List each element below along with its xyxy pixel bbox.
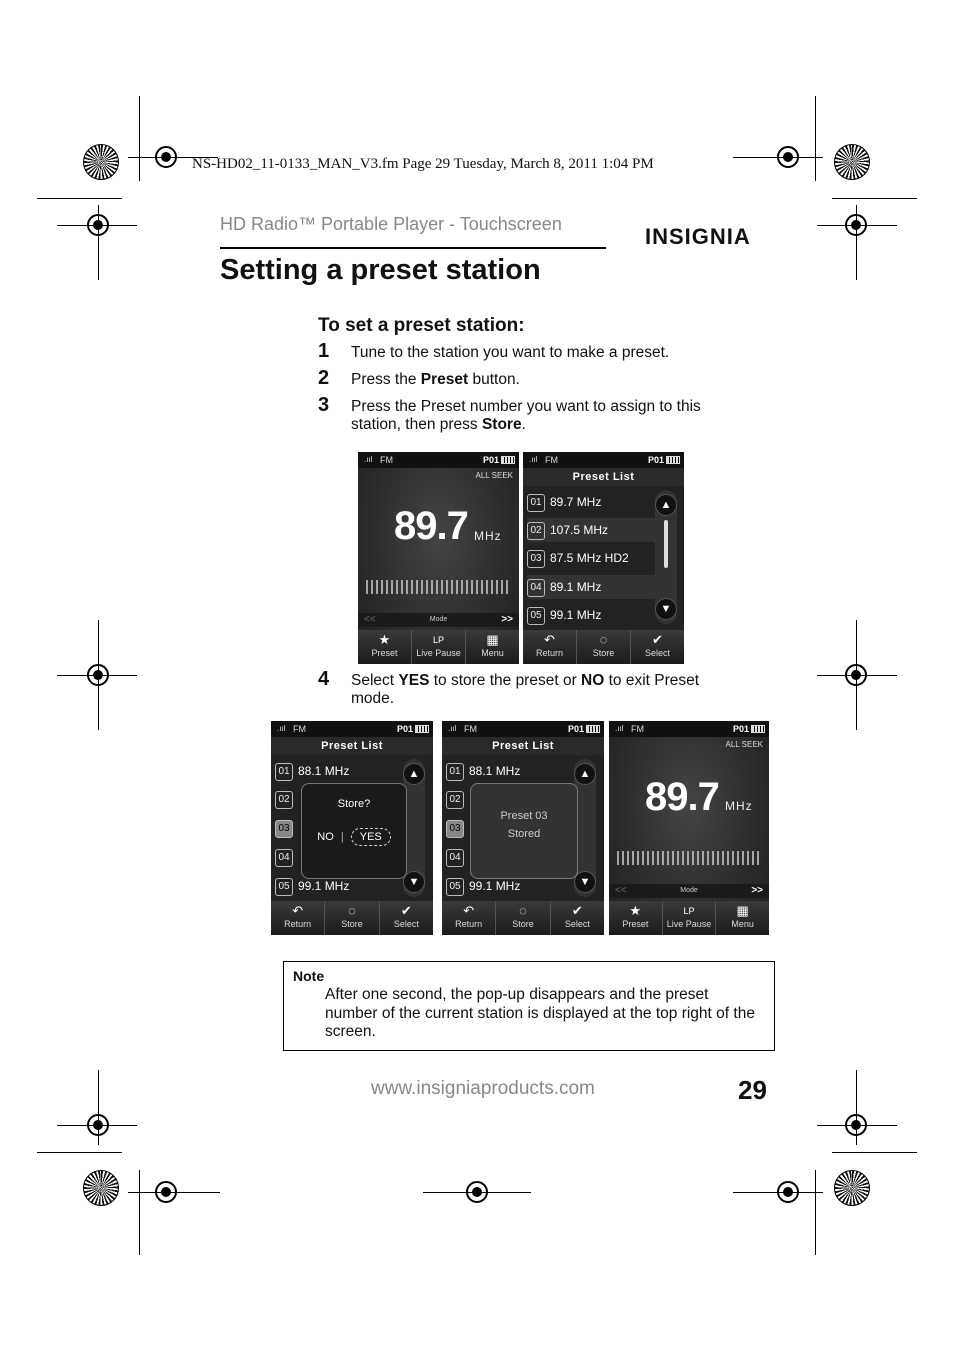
brand-logo: INSIGNIA [645, 224, 751, 249]
softkey-label: Select [564, 919, 590, 929]
status-bar [609, 721, 769, 737]
softkey-bar [358, 630, 519, 664]
preset-softkey[interactable] [358, 630, 411, 664]
preset-list-title: Preset List [442, 737, 604, 755]
step-text-part: to exit Preset mode. [351, 672, 700, 707]
softkey-label: Return [535, 648, 563, 658]
preset-row[interactable] [527, 490, 601, 514]
signal-icon: .ııl [364, 455, 373, 464]
store-icon: ◌ [348, 903, 356, 918]
procedure-heading: To set a preset station: [318, 315, 525, 336]
return-icon: ↶ [463, 903, 475, 918]
preset-number: 04 [275, 849, 293, 867]
page-title: Setting a preset station [220, 254, 541, 286]
signal-icon: .ııl [277, 724, 286, 733]
step-text [351, 371, 741, 389]
header-rule [220, 247, 606, 249]
preset-frequency: 89.1 MHz [550, 580, 602, 594]
step-text-part: Select [351, 672, 399, 689]
preset-frequency: 107.5 MHz [550, 523, 609, 537]
preset-indicator: P01 [647, 455, 664, 465]
yes-button[interactable]: YES [351, 828, 391, 846]
step-number: 2 [318, 367, 330, 389]
battery-icon [586, 725, 600, 733]
preset-row[interactable] [527, 518, 655, 542]
mode-label: Mode [429, 616, 448, 623]
band-label: FM [293, 724, 306, 734]
preset-indicator: P01 [732, 724, 749, 734]
preset-number: 04 [527, 579, 545, 597]
step-text-part: to store the preset or [429, 672, 582, 689]
step-text-part: button. [468, 371, 520, 388]
preset-row[interactable] [446, 845, 469, 869]
select-softkey[interactable] [379, 901, 433, 935]
preset-softkey[interactable] [609, 901, 662, 935]
step-keyword: Preset [420, 371, 469, 388]
preset-list-title: Preset List [523, 468, 684, 486]
stored-message-line: Preset 03 [500, 810, 548, 822]
signal-icon: .ııl [529, 455, 538, 464]
registration-mark-icon [155, 146, 177, 168]
return-softkey[interactable] [523, 630, 576, 664]
softkey-label: Store [592, 648, 615, 658]
store-softkey[interactable] [495, 901, 549, 935]
step-number: 4 [318, 668, 330, 690]
star-icon: ★ [378, 632, 391, 647]
no-button[interactable]: NO [317, 831, 334, 843]
note-text: After one second, the pop-up disappears and the preset number of the current station is displayed at the top right of the screen. [325, 986, 755, 1040]
step-number: 1 [318, 340, 330, 362]
step-text [351, 672, 741, 708]
preset-frequency: 87.5 MHz HD2 [550, 551, 629, 565]
star-target-icon [83, 1170, 119, 1206]
store-icon: ◌ [599, 632, 608, 647]
step-text-part: . [521, 416, 526, 433]
preset-number: 02 [446, 791, 464, 809]
select-softkey[interactable] [550, 901, 604, 935]
step-text-part: Tune to the station you want to make a preset. [351, 344, 670, 361]
star-target-icon [834, 1170, 870, 1206]
band-label: FM [464, 724, 477, 734]
softkey-label: Return [455, 919, 483, 929]
preset-frequency: 99.1 MHz [298, 879, 350, 893]
return-icon: ↶ [292, 903, 304, 918]
preset-number: 03 [446, 820, 464, 838]
chevron-left-icon[interactable]: << [364, 614, 376, 625]
registration-mark-icon [466, 1181, 488, 1203]
star-icon: ★ [629, 903, 642, 918]
battery-icon [415, 725, 429, 733]
scroll-down-icon[interactable]: ▼ [655, 598, 677, 620]
chevron-left-icon[interactable]: << [615, 885, 627, 896]
device-screen-store-prompt [271, 721, 433, 935]
status-bar [523, 452, 684, 468]
softkey-label: Preset [622, 919, 649, 929]
preset-frequency: 88.1 MHz [469, 764, 521, 778]
chevron-right-icon[interactable]: >> [751, 885, 763, 896]
preset-list-title: Preset List [271, 737, 433, 755]
band-label: FM [631, 724, 644, 734]
dialog-prompt: Store? [337, 798, 371, 810]
registration-mark-icon [87, 664, 109, 686]
step-keyword: Store [481, 416, 522, 433]
seek-mode-label: ALL SEEK [725, 740, 763, 749]
step-keyword: YES [398, 672, 430, 689]
preset-frequency: 99.1 MHz [469, 879, 521, 893]
store-softkey[interactable] [324, 901, 378, 935]
store-icon: ◌ [519, 903, 527, 918]
checkmark-icon: ✔ [400, 903, 412, 918]
live-pause-icon: LP [432, 635, 444, 645]
frequency-display: 89.7 [394, 504, 468, 548]
store-softkey[interactable] [576, 630, 630, 664]
scroll-down-icon[interactable]: ▼ [403, 871, 425, 893]
tuning-scale [366, 580, 511, 594]
softkey-label: Select [644, 648, 670, 658]
select-softkey[interactable] [630, 630, 684, 664]
step-number: 3 [318, 394, 330, 416]
preset-row[interactable] [527, 575, 655, 599]
battery-icon [751, 725, 765, 733]
preset-row[interactable] [275, 845, 298, 869]
band-label: FM [545, 455, 558, 465]
band-label: FM [380, 455, 393, 465]
preset-number: 03 [275, 820, 293, 838]
softkey-label: Store [341, 919, 363, 929]
preset-number: 01 [527, 494, 545, 512]
softkey-bar [523, 630, 684, 664]
scroll-up-icon[interactable]: ▲ [403, 763, 425, 785]
registration-mark-icon [87, 1114, 109, 1136]
stored-message-line: Stored [507, 828, 541, 840]
scroll-down-icon[interactable]: ▼ [574, 871, 596, 893]
preset-row[interactable] [527, 546, 629, 570]
softkey-label: Menu [481, 648, 504, 658]
note-label: Note [293, 968, 325, 984]
step-text [351, 398, 741, 434]
preset-number: 04 [446, 849, 464, 867]
preset-number: 05 [527, 607, 545, 625]
preset-indicator: P01 [396, 724, 413, 734]
running-header: HD Radio™ Portable Player - Touchscreen [220, 214, 562, 234]
preset-row[interactable] [275, 787, 298, 811]
mode-bar[interactable] [358, 613, 519, 627]
file-info-line: NS-HD02_11-0133_MAN_V3.fm Page 29 Tuesday, March 8, 2011 1:04 PM [192, 156, 654, 172]
checkmark-icon: ✔ [571, 903, 583, 918]
mode-bar[interactable] [609, 884, 769, 898]
device-screen-preset-list [523, 452, 684, 664]
star-target-icon [834, 144, 870, 180]
return-icon: ↶ [544, 632, 555, 647]
preset-number: 05 [446, 878, 464, 896]
registration-mark-icon [777, 146, 799, 168]
mode-label: Mode [680, 887, 698, 894]
softkey-label: Store [512, 919, 534, 929]
signal-icon: .ııl [448, 724, 457, 733]
softkey-label: Menu [731, 919, 754, 929]
tuning-scale [617, 851, 761, 865]
preset-number: 02 [275, 791, 293, 809]
preset-number: 05 [275, 878, 293, 896]
preset-indicator: P01 [482, 455, 499, 465]
registration-mark-icon [155, 1181, 177, 1203]
page-number: 29 [738, 1075, 767, 1105]
chevron-right-icon[interactable]: >> [501, 614, 513, 625]
status-bar [442, 721, 604, 737]
live-pause-icon: LP [683, 906, 695, 916]
grid-icon: ▦ [486, 632, 499, 647]
battery-icon [666, 456, 680, 464]
preset-number: 03 [527, 550, 545, 568]
step-text [351, 344, 741, 362]
preset-frequency: 88.1 MHz [298, 764, 350, 778]
menu-softkey[interactable] [465, 630, 519, 664]
dialog-divider: | [340, 831, 344, 843]
softkey-label: Return [284, 919, 312, 929]
star-target-icon [83, 144, 119, 180]
preset-row[interactable] [527, 603, 601, 627]
registration-mark-icon [845, 1114, 867, 1136]
scroll-up-icon[interactable]: ▲ [655, 494, 677, 516]
preset-number: 01 [275, 763, 293, 781]
checkmark-icon: ✔ [652, 632, 663, 647]
step-text-part: Press the [351, 371, 421, 388]
softkey-bar [271, 901, 433, 935]
frequency-unit: MHz [725, 799, 753, 813]
preset-number: 01 [446, 763, 464, 781]
grid-icon: ▦ [736, 903, 749, 918]
preset-row[interactable] [446, 816, 469, 840]
softkey-label: Live Pause [416, 648, 461, 658]
device-screen-preset-stored [442, 721, 604, 935]
registration-mark-icon [845, 664, 867, 686]
store-dialog [301, 783, 407, 879]
preset-frequency: 89.7 MHz [550, 495, 602, 509]
device-screen-tuner [358, 452, 519, 664]
seek-mode-label: ALL SEEK [475, 471, 513, 480]
preset-row[interactable] [275, 759, 349, 783]
scroll-thumb[interactable] [664, 520, 668, 568]
preset-row[interactable] [446, 759, 520, 783]
step-keyword: NO [581, 672, 605, 689]
preset-indicator: P01 [567, 724, 584, 734]
return-softkey[interactable] [442, 901, 495, 935]
status-bar [358, 452, 519, 468]
preset-number: 02 [527, 522, 545, 540]
stored-confirmation [470, 783, 578, 879]
footer-url: www.insigniaproducts.com [371, 1078, 595, 1099]
signal-icon: .ııl [615, 724, 624, 733]
return-softkey[interactable] [271, 901, 324, 935]
softkey-label: Preset [371, 648, 398, 658]
softkey-label: Select [393, 919, 419, 929]
step-text-part: Press the Preset number you want to assign to this station, then press [351, 398, 701, 433]
preset-row[interactable] [446, 787, 469, 811]
battery-icon [501, 456, 515, 464]
softkey-bar [609, 901, 769, 935]
softkey-label: Live Pause [666, 919, 712, 929]
softkey-bar [442, 901, 604, 935]
menu-softkey[interactable] [715, 901, 769, 935]
registration-mark-icon [777, 1181, 799, 1203]
device-screen-tuner-updated [609, 721, 769, 935]
live-pause-softkey[interactable] [411, 630, 465, 664]
preset-frequency: 99.1 MHz [550, 608, 602, 622]
frequency-display: 89.7 [645, 775, 719, 819]
live-pause-softkey[interactable] [662, 901, 716, 935]
preset-row[interactable] [275, 816, 298, 840]
status-bar [271, 721, 433, 737]
scroll-up-icon[interactable]: ▲ [574, 763, 596, 785]
note-box [283, 961, 775, 1051]
frequency-unit: MHz [474, 529, 502, 543]
